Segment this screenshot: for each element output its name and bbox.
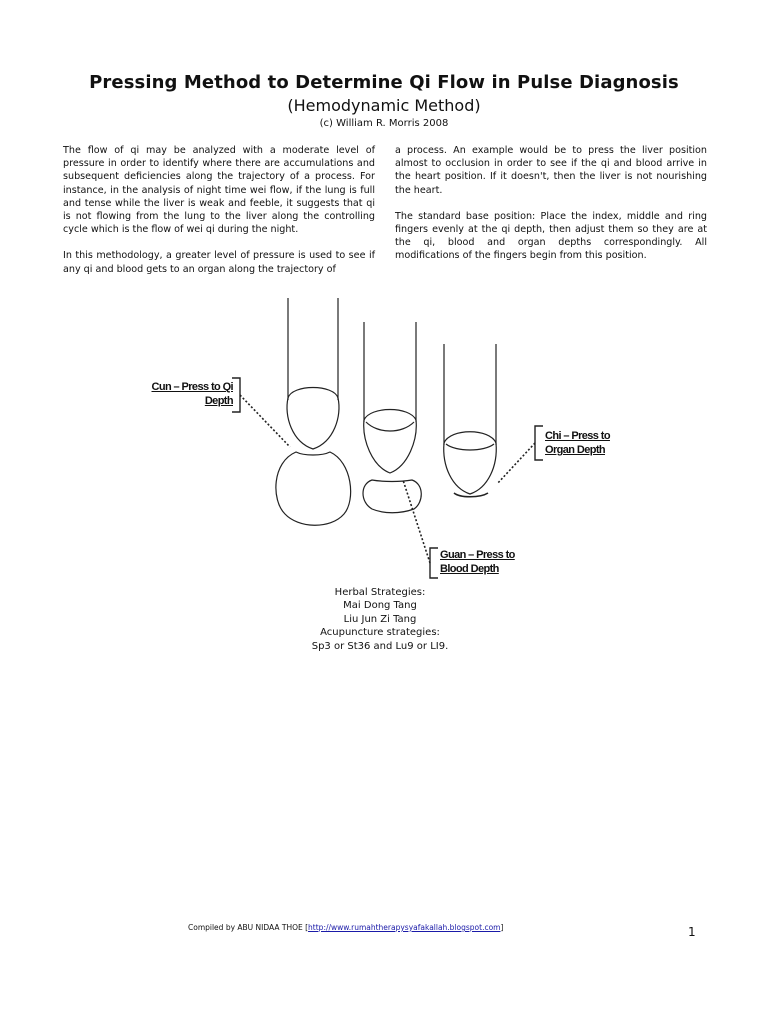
page-title: Pressing Method to Determine Qi Flow in Pulse Diagnosis — [89, 72, 679, 93]
cun-label-line-2: Depth — [204, 395, 233, 407]
chi-label-line-1: Chi – Press to — [545, 430, 610, 442]
guan-label-line-2: Blood Depth — [440, 563, 499, 575]
paragraph: a process. An example would be to press the liver position almost to occlusion in order to see if the qi and blood arrive in the heart position. If it doesn't, then the liver is not nourishing the heart. — [395, 145, 707, 196]
herbal-item: Mai Dong Tang — [343, 600, 417, 612]
cun-label — [141, 380, 233, 408]
chi-finger — [444, 344, 497, 497]
cun-finger — [276, 298, 351, 525]
footer-prefix: Compiled by ABU NIDAA THOE [ — [188, 923, 309, 932]
page-subtitle: (Hemodynamic Method) — [287, 96, 481, 115]
chi-label — [545, 429, 635, 457]
acupuncture-heading: Acupuncture strategies: — [320, 627, 440, 639]
page-number: 1 — [688, 925, 696, 939]
guan-label — [440, 548, 540, 576]
chi-label-line-2: Organ Depth — [545, 444, 606, 456]
paragraph: In this methodology, a greater level of pressure is used to see if any qi and blood gets to an organ along the trajectory of — [63, 250, 375, 275]
acupuncture-points: Sp3 or St36 and Lu9 or LI9. — [311, 640, 449, 652]
guan-callout-bracket — [403, 480, 438, 578]
guan-finger — [363, 322, 421, 513]
paragraph: The standard base position: Place the index, middle and ring fingers evenly at the qi depth, then adjust them so they are at the qi, blood and organ depths correspondingly. All modifications of the fingers begin from this position. — [395, 210, 707, 262]
footer-credit — [188, 923, 503, 932]
copyright-line: (c) William R. Morris 2008 — [319, 118, 449, 129]
guan-label-line-1: Guan – Press to — [440, 549, 515, 561]
chi-callout-bracket — [497, 426, 543, 484]
paragraph: The flow of qi may be analyzed with a moderate level of pressure in order to identify where there are accumulations and subsequent deficiencies along the trajectory of a process. For instance, in the analysis of night time wei flow, if the lung is full and tense while the liver is weak and feeble, it suggests that qi is not flowing from the lung to the liver along the controlling cycle which is the flow of wei qi during the night. — [63, 145, 375, 236]
footer-suffix: ] — [500, 923, 504, 932]
cun-label-line-1: Cun – Press to Qi — [151, 381, 233, 393]
cun-callout-bracket — [232, 378, 290, 447]
herbal-heading: Herbal Strategies: — [334, 587, 426, 598]
blog-link[interactable]: http://www.rumahtherapysyafakallah.blogspot.com — [308, 923, 501, 932]
strategies-block — [280, 586, 480, 653]
herbal-item: Liu Jun Zi Tang — [343, 613, 417, 625]
